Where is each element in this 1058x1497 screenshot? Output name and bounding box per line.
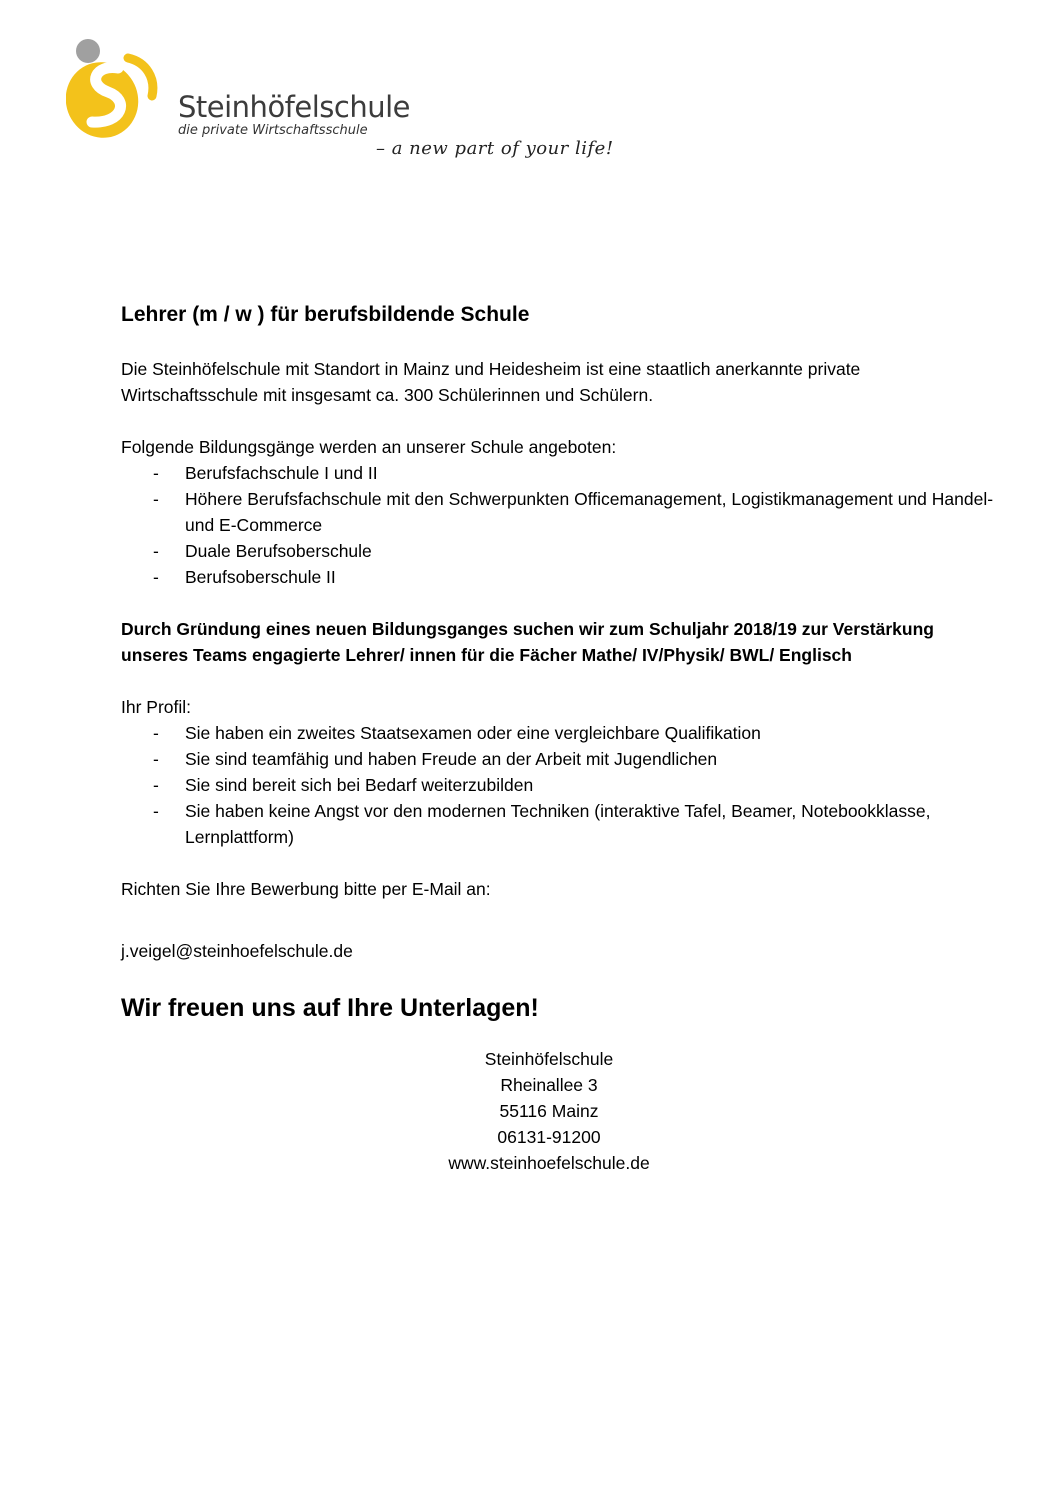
school-logo	[66, 38, 614, 168]
job-posting	[121, 302, 1001, 1176]
address-block	[121, 1046, 977, 1176]
logo-name: Steinhöfelschule	[178, 90, 411, 124]
intro-paragraph: Die Steinhöfelschule mit Standort in Mainz und Heidesheim ist eine staatlich anerkannte private Wirtschaftsschule mit insgesamt ca. 300 Schülerinnen und Schülern.	[121, 359, 861, 405]
highlight-paragraph: Durch Gründung eines neuen Bildungsganges suchen wir zum Schuljahr 2018/19 zur Verstärkung unseres Teams engagierte Lehrer/ innen für die Fächer Mathe/ IV/Physik/ BWL/ Englisch	[121, 619, 934, 665]
profile-heading: Ihr Profil:	[121, 697, 192, 717]
apply-text: Richten Sie Ihre Bewerbung bitte per E-Mail an:	[121, 879, 491, 899]
courses-list	[121, 460, 1001, 590]
list-item: - Berufsoberschule II	[121, 564, 1001, 590]
list-item: - Höhere Berufsfachschule mit den Schwerpunkten Officemanagement, Logistikmanagement und Handel- und E-Commerce	[121, 486, 1001, 538]
posting-title: Lehrer (m / w ) für berufsbildende Schule	[121, 303, 530, 326]
address-street: Rheinallee 3	[500, 1075, 598, 1095]
logo-slogan: – a new part of your life!	[376, 138, 614, 159]
list-item: - Sie sind bereit sich bei Bedarf weiterzubilden	[121, 772, 1001, 798]
list-item: - Sie haben keine Angst vor den modernen Techniken (interaktive Tafel, Beamer, Notebookklasse, Lernplattform)	[121, 798, 1001, 850]
courses-heading: Folgende Bildungsgänge werden an unserer Schule angeboten:	[121, 437, 617, 457]
list-item: - Duale Berufsoberschule	[121, 538, 1001, 564]
logo-mark-icon	[66, 38, 176, 148]
logo-subtitle: die private Wirtschaftsschule	[178, 123, 368, 138]
closing-line: Wir freuen uns auf Ihre Unterlagen!	[121, 994, 539, 1022]
list-item: - Berufsfachschule I und II	[121, 460, 1001, 486]
address-name: Steinhöfelschule	[484, 1049, 614, 1069]
list-item: - Sie haben ein zweites Staatsexamen oder eine vergleichbare Qualifikation	[121, 720, 1001, 746]
profile-list	[121, 720, 1001, 850]
list-item: - Sie sind teamfähig und haben Freude an der Arbeit mit Jugendlichen	[121, 746, 1001, 772]
address-phone: 06131-91200	[497, 1127, 601, 1147]
address-website[interactable]: www.steinhoefelschule.de	[448, 1153, 650, 1173]
address-city: 55116 Mainz	[499, 1101, 599, 1121]
contact-email[interactable]: j.veigel@steinhoefelschule.de	[121, 941, 353, 961]
